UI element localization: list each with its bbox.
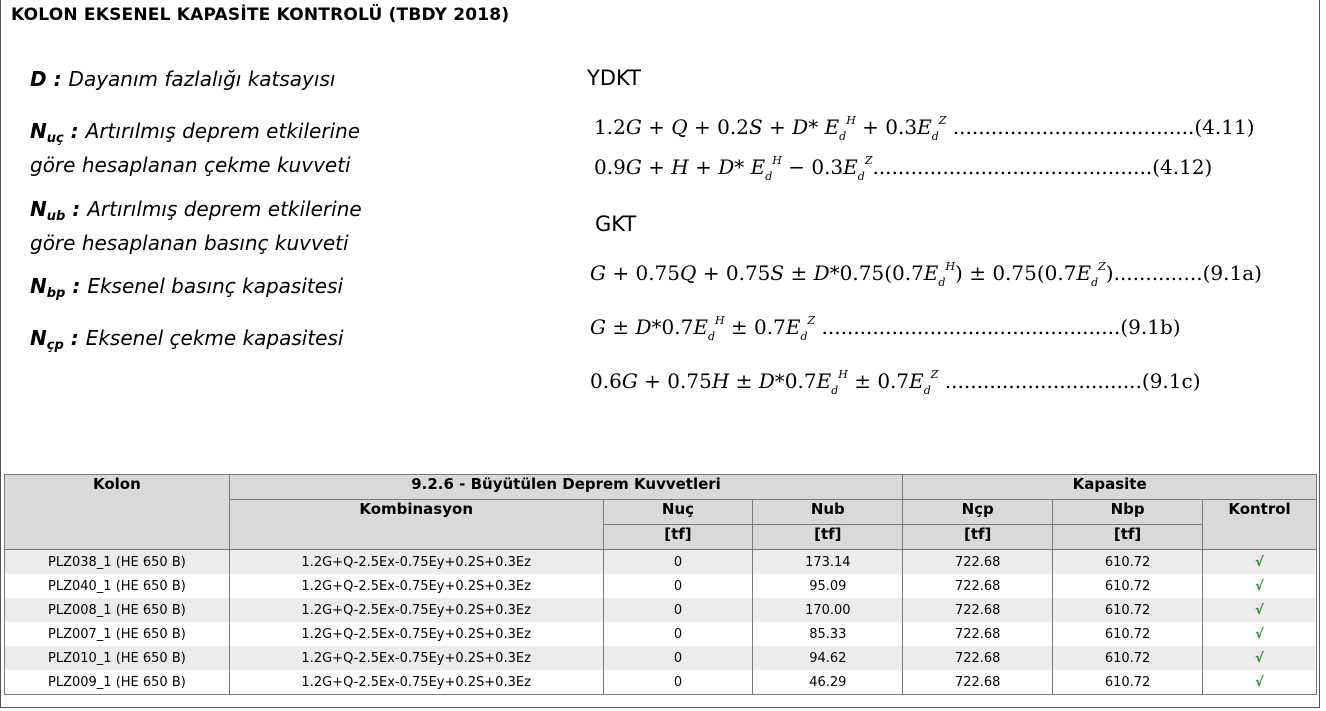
check-icon: √: [1203, 574, 1317, 598]
definition-symbol: N: [30, 197, 47, 221]
definition-symbol: D: [30, 67, 47, 91]
cell-kolon: PLZ009_1 (HE 650 B): [5, 670, 230, 695]
definition-text: Artırılmış deprem etkilerine: [85, 119, 361, 143]
header-ncp: Nçp: [903, 500, 1053, 525]
cell-nbp: 610.72: [1053, 670, 1203, 695]
cell-kombinasyon: 1.2G+Q-2.5Ex-0.75Ey+0.2S+0.3Ez: [229, 670, 603, 695]
cell-nbp: 610.72: [1053, 646, 1203, 670]
equation-number: (9.1c): [1141, 369, 1201, 393]
check-icon: √: [1203, 598, 1317, 622]
cell-nuc: 0: [603, 598, 753, 622]
cell-ncp: 722.68: [903, 622, 1053, 646]
definition-symbol: N: [30, 326, 47, 350]
cell-nuc: 0: [603, 646, 753, 670]
equation-4-11: 1.2G + Q + 0.2S + D* $E_d^H + 0.3E_d^Z$ ......................................(4.11): [594, 114, 1255, 143]
header-nub: Nub: [753, 500, 903, 525]
equation-4-12: 0.9G + H + D* $E_d^H - 0.3E_d^Z............................................(4.12)$: [594, 154, 1213, 183]
definition-symbol: N: [30, 274, 47, 298]
cell-ncp: 722.68: [903, 574, 1053, 598]
definition-nub: $N_{ub}$ : Artırılmış deprem etkilerine göre hesaplanan basınç kuvveti: [30, 197, 362, 255]
cell-kombinasyon: 1.2G+Q-2.5Ex-0.75Ey+0.2S+0.3Ez: [229, 550, 603, 575]
check-icon: √: [1203, 550, 1317, 575]
check-icon: √: [1203, 670, 1317, 695]
cell-nuc: 0: [603, 574, 753, 598]
cell-nbp: 610.72: [1053, 574, 1203, 598]
cell-nbp: 610.72: [1053, 550, 1203, 575]
cell-ncp: 722.68: [903, 598, 1053, 622]
equation-number: (4.12): [1152, 155, 1213, 179]
cell-kolon: PLZ008_1 (HE 650 B): [5, 598, 230, 622]
definition-text-line2: göre hesaplanan basınç kuvveti: [30, 231, 349, 255]
definition-nbp: $N_{bp}$ : Eksenel basınç kapasitesi: [30, 274, 343, 301]
cell-nub: 46.29: [753, 670, 903, 695]
cell-nub: 173.14: [753, 550, 903, 575]
cell-nub: 94.62: [753, 646, 903, 670]
header-kombinasyon: Kombinasyon: [229, 500, 603, 550]
cell-ncp: 722.68: [903, 670, 1053, 695]
definition-text: Dayanım fazlalığı katsayısı: [68, 67, 336, 91]
table-row: [5, 550, 1317, 575]
cell-ncp: 722.68: [903, 646, 1053, 670]
table-row: [5, 670, 1317, 695]
cell-kolon: PLZ010_1 (HE 650 B): [5, 646, 230, 670]
cell-nub: 95.09: [753, 574, 903, 598]
cell-nbp: 610.72: [1053, 598, 1203, 622]
definition-text: Artırılmış deprem etkilerine: [87, 197, 362, 221]
header-group-kapasite: Kapasite: [903, 475, 1317, 500]
unit-nbp: [tf]: [1053, 525, 1203, 550]
header-group-buyutulen: 9.2.6 - Büyütülen Deprem Kuvvetleri: [229, 475, 902, 500]
table-row: [5, 646, 1317, 670]
table-row: [5, 622, 1317, 646]
cell-nub: 170.00: [753, 598, 903, 622]
cell-nuc: 0: [603, 670, 753, 695]
equation-9-1c: $0.6G + 0.75H \pm D*0.7E_d^H \pm 0.7E_d^Z$ ...............................(9.1c): [590, 368, 1201, 397]
unit-ncp: [tf]: [903, 525, 1053, 550]
section-ydkt: YDKT: [587, 66, 641, 90]
unit-nuc: [tf]: [603, 525, 753, 550]
results-table: [4, 474, 1317, 695]
cell-kolon: PLZ038_1 (HE 650 B): [5, 550, 230, 575]
cell-nbp: 610.72: [1053, 622, 1203, 646]
definition-symbol: N: [30, 119, 47, 143]
cell-kolon: PLZ040_1 (HE 650 B): [5, 574, 230, 598]
definition-text: Eksenel çekme kapasitesi: [85, 326, 344, 350]
definition-ncp: $N_{çp}$ : Eksenel çekme kapasitesi: [30, 326, 344, 353]
definition-text-line2: göre hesaplanan çekme kuvveti: [30, 153, 351, 177]
equation-number: (4.11): [1194, 115, 1255, 139]
cell-nuc: 0: [603, 550, 753, 575]
header-nuc: Nuç: [603, 500, 753, 525]
section-gkt: GKT: [595, 212, 637, 236]
cell-kolon: PLZ007_1 (HE 650 B): [5, 622, 230, 646]
cell-ncp: 722.68: [903, 550, 1053, 575]
check-icon: √: [1203, 622, 1317, 646]
equation-number: (9.1b): [1120, 315, 1181, 339]
page-title: KOLON EKSENEL KAPASİTE KONTROLÜ (TBDY 2018): [11, 5, 510, 25]
definition-text: Eksenel basınç kapasitesi: [87, 274, 343, 298]
cell-kombinasyon: 1.2G+Q-2.5Ex-0.75Ey+0.2S+0.3Ez: [229, 622, 603, 646]
cell-nuc: 0: [603, 622, 753, 646]
cell-kombinasyon: 1.2G+Q-2.5Ex-0.75Ey+0.2S+0.3Ez: [229, 574, 603, 598]
table-row: [5, 574, 1317, 598]
definition-nuc: $N_{uç}$ : Artırılmış deprem etkilerine göre hesaplanan çekme kuvveti: [30, 119, 361, 177]
equation-9-1b: $G \pm D*0.7E_d^H \pm 0.7E_d^Z$ ...............................................(9.1b): [590, 314, 1181, 343]
equation-number: (9.1a): [1202, 261, 1262, 285]
cell-kombinasyon: 1.2G+Q-2.5Ex-0.75Ey+0.2S+0.3Ez: [229, 646, 603, 670]
header-kolon: Kolon: [5, 475, 230, 550]
cell-kombinasyon: 1.2G+Q-2.5Ex-0.75Ey+0.2S+0.3Ez: [229, 598, 603, 622]
table-row: [5, 598, 1317, 622]
cell-nub: 85.33: [753, 622, 903, 646]
header-kontrol: Kontrol: [1203, 500, 1317, 550]
definition-d: D : Dayanım fazlalığı katsayısı: [30, 67, 336, 91]
header-nbp: Nbp: [1053, 500, 1203, 525]
equation-9-1a: $G + 0.75Q + 0.75S \pm D*0.75(0.7E_d^H) \pm 0.75(0.7E_d^Z)..............(9.1a)$: [590, 260, 1262, 289]
check-icon: √: [1203, 646, 1317, 670]
unit-nub: [tf]: [753, 525, 903, 550]
